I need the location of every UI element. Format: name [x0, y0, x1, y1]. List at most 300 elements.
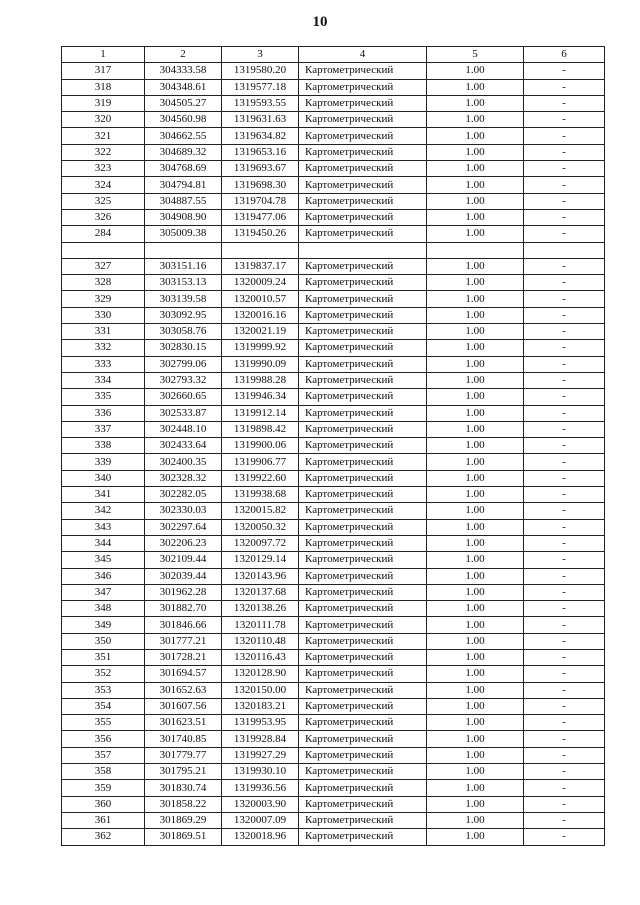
method-cell: Картометрический: [299, 649, 427, 665]
point-number-cell: 317: [62, 63, 145, 79]
y-coordinate-cell: 1320050.32: [222, 519, 299, 535]
y-coordinate-cell: 1319930.10: [222, 764, 299, 780]
point-number-cell: 332: [62, 340, 145, 356]
note-cell: -: [524, 584, 605, 600]
accuracy-cell: 1.00: [427, 258, 524, 274]
y-coordinate-cell: 1319928.84: [222, 731, 299, 747]
y-coordinate-cell: 1319653.16: [222, 144, 299, 160]
point-number-cell: 337: [62, 421, 145, 437]
x-coordinate-cell: 301607.56: [145, 698, 222, 714]
note-cell: -: [524, 519, 605, 535]
y-coordinate-cell: 1319938.68: [222, 487, 299, 503]
x-coordinate-cell: 304662.55: [145, 128, 222, 144]
accuracy-cell: 1.00: [427, 356, 524, 372]
point-number-cell: 342: [62, 503, 145, 519]
accuracy-cell: 1.00: [427, 535, 524, 551]
note-cell: -: [524, 209, 605, 225]
note-cell: -: [524, 177, 605, 193]
point-number-cell: 323: [62, 161, 145, 177]
note-cell: -: [524, 356, 605, 372]
y-coordinate-cell: 1320010.57: [222, 291, 299, 307]
table-row: [62, 209, 605, 225]
table-row: [62, 584, 605, 600]
column-header-5: 5: [427, 47, 524, 63]
accuracy-cell: 1.00: [427, 226, 524, 242]
y-coordinate-cell: 1319631.63: [222, 112, 299, 128]
method-cell: Картометрический: [299, 829, 427, 845]
y-coordinate-cell: 1319577.18: [222, 79, 299, 95]
accuracy-cell: 1.00: [427, 340, 524, 356]
y-coordinate-cell: 1320097.72: [222, 535, 299, 551]
note-cell: -: [524, 161, 605, 177]
note-cell: -: [524, 144, 605, 160]
point-number-cell: 339: [62, 454, 145, 470]
method-cell: [299, 242, 427, 258]
x-coordinate-cell: 302109.44: [145, 552, 222, 568]
x-coordinate-cell: 302039.44: [145, 568, 222, 584]
method-cell: Картометрический: [299, 112, 427, 128]
y-coordinate-cell: 1320110.48: [222, 633, 299, 649]
method-cell: Картометрический: [299, 764, 427, 780]
note-cell: -: [524, 438, 605, 454]
y-coordinate-cell: 1319837.17: [222, 258, 299, 274]
table-row: [62, 128, 605, 144]
note-cell: -: [524, 617, 605, 633]
x-coordinate-cell: 302328.32: [145, 470, 222, 486]
x-coordinate-cell: 304887.55: [145, 193, 222, 209]
point-number-cell: 355: [62, 715, 145, 731]
method-cell: Картометрический: [299, 421, 427, 437]
method-cell: Картометрический: [299, 307, 427, 323]
accuracy-cell: 1.00: [427, 633, 524, 649]
x-coordinate-cell: 303139.58: [145, 291, 222, 307]
table-row: [62, 275, 605, 291]
x-coordinate-cell: 302206.23: [145, 535, 222, 551]
accuracy-cell: 1.00: [427, 649, 524, 665]
point-number-cell: 346: [62, 568, 145, 584]
method-cell: Картометрический: [299, 568, 427, 584]
method-cell: Картометрический: [299, 796, 427, 812]
method-cell: Картометрический: [299, 79, 427, 95]
method-cell: Картометрический: [299, 258, 427, 274]
accuracy-cell: 1.00: [427, 324, 524, 340]
y-coordinate-cell: 1320003.90: [222, 796, 299, 812]
table-row: [62, 79, 605, 95]
x-coordinate-cell: 302433.64: [145, 438, 222, 454]
table-row: [62, 340, 605, 356]
point-number-cell: 329: [62, 291, 145, 307]
accuracy-cell: 1.00: [427, 796, 524, 812]
accuracy-cell: 1.00: [427, 372, 524, 388]
table-row: [62, 405, 605, 421]
note-cell: -: [524, 715, 605, 731]
y-coordinate-cell: 1319704.78: [222, 193, 299, 209]
note-cell: -: [524, 470, 605, 486]
x-coordinate-cell: 302400.35: [145, 454, 222, 470]
method-cell: Картометрический: [299, 601, 427, 617]
y-coordinate-cell: 1319634.82: [222, 128, 299, 144]
point-number-cell: 359: [62, 780, 145, 796]
method-cell: Картометрический: [299, 617, 427, 633]
y-coordinate-cell: 1320129.14: [222, 552, 299, 568]
x-coordinate-cell: 302660.65: [145, 389, 222, 405]
method-cell: Картометрический: [299, 715, 427, 731]
table-row: [62, 144, 605, 160]
point-number-cell: 350: [62, 633, 145, 649]
method-cell: Картометрический: [299, 552, 427, 568]
y-coordinate-cell: 1319898.42: [222, 421, 299, 437]
method-cell: Картометрический: [299, 666, 427, 682]
table-row: [62, 421, 605, 437]
accuracy-cell: 1.00: [427, 79, 524, 95]
y-coordinate-cell: 1320137.68: [222, 584, 299, 600]
accuracy-cell: 1.00: [427, 112, 524, 128]
note-cell: -: [524, 454, 605, 470]
y-coordinate-cell: 1319953.95: [222, 715, 299, 731]
point-number-cell: 345: [62, 552, 145, 568]
page-number: 10: [312, 14, 328, 30]
point-number-cell: 338: [62, 438, 145, 454]
table-row: [62, 242, 605, 258]
note-cell: -: [524, 95, 605, 111]
note-cell: -: [524, 112, 605, 128]
point-number-cell: 324: [62, 177, 145, 193]
method-cell: Картометрический: [299, 372, 427, 388]
x-coordinate-cell: 304768.69: [145, 161, 222, 177]
accuracy-cell: 1.00: [427, 764, 524, 780]
accuracy-cell: 1.00: [427, 568, 524, 584]
column-header-3: 3: [222, 47, 299, 63]
note-cell: -: [524, 764, 605, 780]
accuracy-cell: 1.00: [427, 95, 524, 111]
accuracy-cell: 1.00: [427, 747, 524, 763]
table-row: [62, 356, 605, 372]
table-row: [62, 633, 605, 649]
x-coordinate-cell: 305009.38: [145, 226, 222, 242]
table-row: [62, 470, 605, 486]
y-coordinate-cell: 1319990.09: [222, 356, 299, 372]
method-cell: Картометрический: [299, 275, 427, 291]
table-row: [62, 764, 605, 780]
y-coordinate-cell: 1319988.28: [222, 372, 299, 388]
point-number-cell: 356: [62, 731, 145, 747]
method-cell: Картометрический: [299, 340, 427, 356]
note-cell: -: [524, 405, 605, 421]
table-row: [62, 715, 605, 731]
note-cell: [524, 242, 605, 258]
method-cell: Картометрический: [299, 454, 427, 470]
accuracy-cell: 1.00: [427, 731, 524, 747]
note-cell: -: [524, 307, 605, 323]
x-coordinate-cell: 301795.21: [145, 764, 222, 780]
point-number-cell: 353: [62, 682, 145, 698]
accuracy-cell: 1.00: [427, 503, 524, 519]
point-number-cell: 334: [62, 372, 145, 388]
accuracy-cell: 1.00: [427, 470, 524, 486]
note-cell: -: [524, 535, 605, 551]
x-coordinate-cell: 302330.03: [145, 503, 222, 519]
table-row: [62, 747, 605, 763]
note-cell: -: [524, 812, 605, 828]
x-coordinate-cell: [145, 242, 222, 258]
method-cell: Картометрический: [299, 356, 427, 372]
note-cell: -: [524, 63, 605, 79]
x-coordinate-cell: 304689.32: [145, 144, 222, 160]
table-row: [62, 226, 605, 242]
accuracy-cell: 1.00: [427, 584, 524, 600]
x-coordinate-cell: 302533.87: [145, 405, 222, 421]
method-cell: Картометрический: [299, 95, 427, 111]
table-row: [62, 503, 605, 519]
accuracy-cell: 1.00: [427, 421, 524, 437]
accuracy-cell: 1.00: [427, 829, 524, 845]
x-coordinate-cell: 301652.63: [145, 682, 222, 698]
point-number-cell: 340: [62, 470, 145, 486]
method-cell: Картометрический: [299, 519, 427, 535]
table-row: [62, 535, 605, 551]
y-coordinate-cell: 1320138.26: [222, 601, 299, 617]
accuracy-cell: 1.00: [427, 487, 524, 503]
method-cell: Картометрический: [299, 470, 427, 486]
note-cell: -: [524, 487, 605, 503]
note-cell: -: [524, 666, 605, 682]
accuracy-cell: 1.00: [427, 405, 524, 421]
y-coordinate-cell: 1320021.19: [222, 324, 299, 340]
table-row: [62, 731, 605, 747]
note-cell: -: [524, 633, 605, 649]
point-number-cell: 318: [62, 79, 145, 95]
method-cell: Картометрический: [299, 698, 427, 714]
point-number-cell: 335: [62, 389, 145, 405]
note-cell: -: [524, 128, 605, 144]
method-cell: Картометрический: [299, 63, 427, 79]
method-cell: Картометрический: [299, 193, 427, 209]
y-coordinate-cell: 1319912.14: [222, 405, 299, 421]
note-cell: -: [524, 568, 605, 584]
method-cell: Картометрический: [299, 438, 427, 454]
y-coordinate-cell: 1320183.21: [222, 698, 299, 714]
method-cell: Картометрический: [299, 633, 427, 649]
y-coordinate-cell: 1320128.90: [222, 666, 299, 682]
note-cell: -: [524, 340, 605, 356]
x-coordinate-cell: 304560.98: [145, 112, 222, 128]
table-body: [62, 63, 605, 845]
y-coordinate-cell: 1319906.77: [222, 454, 299, 470]
method-cell: Картометрический: [299, 209, 427, 225]
point-number-cell: 328: [62, 275, 145, 291]
point-number-cell: 357: [62, 747, 145, 763]
x-coordinate-cell: 301882.70: [145, 601, 222, 617]
x-coordinate-cell: 302830.15: [145, 340, 222, 356]
note-cell: -: [524, 731, 605, 747]
x-coordinate-cell: 302799.06: [145, 356, 222, 372]
method-cell: Картометрический: [299, 535, 427, 551]
table-row: [62, 487, 605, 503]
x-coordinate-cell: 301858.22: [145, 796, 222, 812]
x-coordinate-cell: 304505.27: [145, 95, 222, 111]
point-number-cell: 327: [62, 258, 145, 274]
note-cell: -: [524, 601, 605, 617]
y-coordinate-cell: 1319580.20: [222, 63, 299, 79]
table-row: [62, 617, 605, 633]
table-row: [62, 438, 605, 454]
y-coordinate-cell: 1320150.00: [222, 682, 299, 698]
method-cell: Картометрический: [299, 812, 427, 828]
table-row: [62, 193, 605, 209]
accuracy-cell: 1.00: [427, 177, 524, 193]
note-cell: -: [524, 503, 605, 519]
method-cell: Картометрический: [299, 226, 427, 242]
note-cell: -: [524, 649, 605, 665]
note-cell: -: [524, 747, 605, 763]
accuracy-cell: 1.00: [427, 601, 524, 617]
accuracy-cell: 1.00: [427, 552, 524, 568]
point-number-cell: 330: [62, 307, 145, 323]
method-cell: Картометрический: [299, 291, 427, 307]
point-number-cell: 344: [62, 535, 145, 551]
y-coordinate-cell: 1320143.96: [222, 568, 299, 584]
coordinates-table: [61, 46, 605, 846]
table-row: [62, 307, 605, 323]
point-number-cell: 349: [62, 617, 145, 633]
table-row: [62, 519, 605, 535]
x-coordinate-cell: 302282.05: [145, 487, 222, 503]
point-number-cell: 347: [62, 584, 145, 600]
accuracy-cell: 1.00: [427, 666, 524, 682]
method-cell: Картометрический: [299, 161, 427, 177]
x-coordinate-cell: 303151.16: [145, 258, 222, 274]
x-coordinate-cell: 301779.77: [145, 747, 222, 763]
point-number-cell: 322: [62, 144, 145, 160]
accuracy-cell: 1.00: [427, 307, 524, 323]
method-cell: Картометрический: [299, 177, 427, 193]
point-number-cell: 343: [62, 519, 145, 535]
point-number-cell: 351: [62, 649, 145, 665]
accuracy-cell: 1.00: [427, 780, 524, 796]
x-coordinate-cell: 302297.64: [145, 519, 222, 535]
note-cell: -: [524, 698, 605, 714]
accuracy-cell: 1.00: [427, 519, 524, 535]
table-row: [62, 177, 605, 193]
point-number-cell: 333: [62, 356, 145, 372]
y-coordinate-cell: [222, 242, 299, 258]
note-cell: -: [524, 389, 605, 405]
table-row: [62, 568, 605, 584]
column-header-1: 1: [62, 47, 145, 63]
y-coordinate-cell: 1319698.30: [222, 177, 299, 193]
y-coordinate-cell: 1319693.67: [222, 161, 299, 177]
method-cell: Картометрический: [299, 682, 427, 698]
point-number-cell: [62, 242, 145, 258]
accuracy-cell: 1.00: [427, 275, 524, 291]
point-number-cell: 362: [62, 829, 145, 845]
table-row: [62, 161, 605, 177]
table-row: [62, 666, 605, 682]
accuracy-cell: 1.00: [427, 161, 524, 177]
table-row: [62, 112, 605, 128]
x-coordinate-cell: 302448.10: [145, 421, 222, 437]
note-cell: -: [524, 79, 605, 95]
note-cell: -: [524, 291, 605, 307]
method-cell: Картометрический: [299, 731, 427, 747]
note-cell: -: [524, 258, 605, 274]
x-coordinate-cell: 301846.66: [145, 617, 222, 633]
accuracy-cell: 1.00: [427, 698, 524, 714]
point-number-cell: 358: [62, 764, 145, 780]
method-cell: Картометрический: [299, 487, 427, 503]
accuracy-cell: 1.00: [427, 617, 524, 633]
x-coordinate-cell: 301740.85: [145, 731, 222, 747]
method-cell: Картометрический: [299, 405, 427, 421]
point-number-cell: 284: [62, 226, 145, 242]
y-coordinate-cell: 1319927.29: [222, 747, 299, 763]
y-coordinate-cell: 1320015.82: [222, 503, 299, 519]
method-cell: Картометрический: [299, 324, 427, 340]
y-coordinate-cell: 1320111.78: [222, 617, 299, 633]
table-row: [62, 698, 605, 714]
table-row: [62, 812, 605, 828]
method-cell: Картометрический: [299, 128, 427, 144]
x-coordinate-cell: 304908.90: [145, 209, 222, 225]
y-coordinate-cell: 1319477.06: [222, 209, 299, 225]
note-cell: -: [524, 421, 605, 437]
accuracy-cell: 1.00: [427, 209, 524, 225]
method-cell: Картометрический: [299, 780, 427, 796]
column-header-2: 2: [145, 47, 222, 63]
y-coordinate-cell: 1320009.24: [222, 275, 299, 291]
point-number-cell: 321: [62, 128, 145, 144]
point-number-cell: 348: [62, 601, 145, 617]
y-coordinate-cell: 1319936.56: [222, 780, 299, 796]
point-number-cell: 336: [62, 405, 145, 421]
note-cell: -: [524, 552, 605, 568]
table-row: [62, 601, 605, 617]
accuracy-cell: 1.00: [427, 389, 524, 405]
column-header-6: 6: [524, 47, 605, 63]
accuracy-cell: 1.00: [427, 812, 524, 828]
x-coordinate-cell: 301728.21: [145, 649, 222, 665]
point-number-cell: 320: [62, 112, 145, 128]
accuracy-cell: 1.00: [427, 454, 524, 470]
y-coordinate-cell: 1319450.26: [222, 226, 299, 242]
y-coordinate-cell: 1319922.60: [222, 470, 299, 486]
note-cell: -: [524, 780, 605, 796]
method-cell: Картометрический: [299, 503, 427, 519]
y-coordinate-cell: 1319900.06: [222, 438, 299, 454]
table-header-row: [62, 47, 605, 63]
point-number-cell: 360: [62, 796, 145, 812]
table-row: [62, 258, 605, 274]
y-coordinate-cell: 1320116.43: [222, 649, 299, 665]
point-number-cell: 361: [62, 812, 145, 828]
x-coordinate-cell: 301962.28: [145, 584, 222, 600]
x-coordinate-cell: 303058.76: [145, 324, 222, 340]
x-coordinate-cell: 301869.29: [145, 812, 222, 828]
x-coordinate-cell: 303092.95: [145, 307, 222, 323]
method-cell: Картометрический: [299, 747, 427, 763]
note-cell: -: [524, 682, 605, 698]
table-row: [62, 552, 605, 568]
x-coordinate-cell: 301694.57: [145, 666, 222, 682]
x-coordinate-cell: 304348.61: [145, 79, 222, 95]
table-row: [62, 389, 605, 405]
table-row: [62, 372, 605, 388]
accuracy-cell: 1.00: [427, 715, 524, 731]
y-coordinate-cell: 1319593.55: [222, 95, 299, 111]
column-header-4: 4: [299, 47, 427, 63]
table-row: [62, 829, 605, 845]
y-coordinate-cell: 1319946.34: [222, 389, 299, 405]
